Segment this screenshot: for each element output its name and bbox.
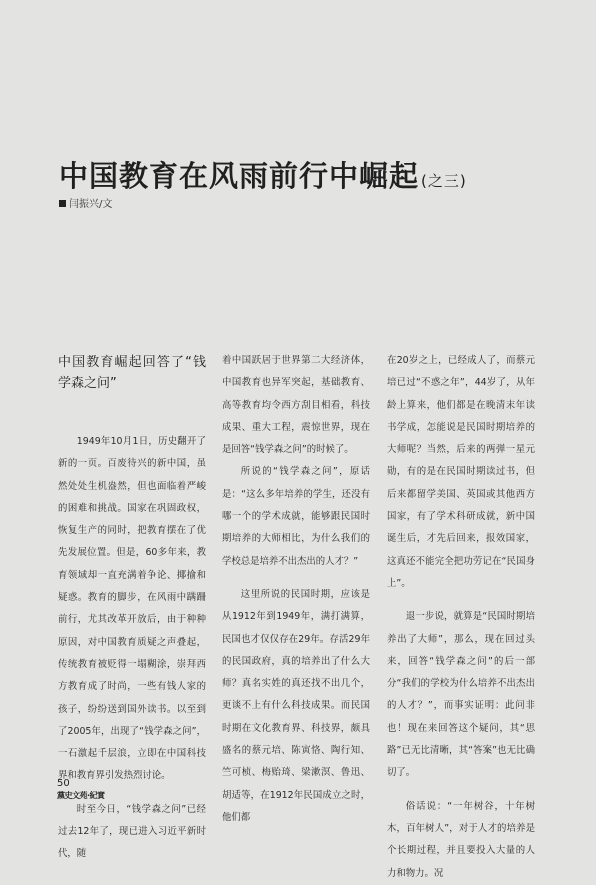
byline-text: 闫振兴/文 [69,199,113,210]
text-column-1 [58,352,206,866]
paragraph: 在20岁之上，已经成人了，而蔡元培已过“不惑之年”，44岁了，从年龄上算来，他们都是在晚清末年读书学成，怎能说是民国时期培养的大师呢？当然，后来的两弹一星元勋，有的是在民国时期读过书，但后来都留学美国、英国或其他西方国家，有了学术科研成就，新中国诞生后，才先后回来，报效国家，这真还不能完全把功劳记在“民国身上”。 [387,355,535,589]
publication-logo: 黨史文苑·紀實 [57,791,105,800]
paragraph: 时至今日，“钱学森之问”已经过去12年了，现已进入习近平新时代，随 [58,803,206,860]
section-heading: 中国教育崛起回答了“钱学森之问” [58,355,206,391]
article-title [59,154,467,195]
byline [59,195,112,210]
title-main: 中国教育在风雨前行中崛起 [59,159,420,193]
paragraph: 俗话说：“一年树谷，十年树木，百年树人”，对于人才的培养是个长期过程，并且要投入大量的人力和物力。况 [387,800,535,879]
page-number: 50 [57,778,70,789]
paragraph: 退一步说，就算是“民国时期培养出了大师”，那么，现在回过头来，回答“钱学森之问”的后一部分“我们的学校为什么培养不出杰出的人才？”，而事实证明：此问非也！现在来回答这个疑问，其“思路”已无比清晰，其“答案”也无比确切了。 [387,611,535,779]
square-bullet-icon [59,200,66,207]
text-column-3 [387,350,535,885]
paragraph: 这里所说的民国时期，应该是从1912年到1949年，满打满算，民国也才仅仅存在29年。存活29年的民国政府，真的培养出了什么大师？真名实姓的真还找不出几个，更谈不上有什么科技成果。而民国时期在文化教育界、科技界，颇具盛名的蔡元培、陈寅恪、陶行知、竺可桢、梅贻琦、梁漱溟、鲁迅、胡适等，在1912年民国成立之时，他们都 [222,588,370,823]
paragraph: 着中国跃居于世界第二大经济体，中国教育也异军突起，基础教育、高等教育均令西方刮目相看，科技成果、重大工程，震惊世界，现在是回答“钱学森之问”的时候了。 [222,355,370,456]
paragraph: 所说的“钱学森之问”，原话是：“这么多年培养的学生，还没有哪一个的学术成就，能够跟民国时期培养的大师相比，为什么我们的学校总是培养不出杰出的人才？” [222,466,370,567]
paragraph: 1949年10月1日，历史翻开了新的一页。百废待兴的新中国，虽然处处生机盎然，但也面临着严峻的困难和挑战。国家在巩固政权，恢复生产的同时，把教育摆在了优先发展位置。但是，60多年来，教育领域却一直充满着争论、揶揄和疑惑。教育的脚步，在风雨中蹒跚前行，尤其改革开放后，由于种种原因，对中国教育质疑之声叠起，传统教育被贬得一塌糊涂，崇拜西方教育成了时尚，一些有钱人家的孩子，纷纷送到国外读书。以至到了2005年，出现了“钱学森之问”，一石激起千层浪，立即在中国科技界和教育界引发热烈讨论。 [58,436,206,782]
article-subtitle: (之三) [421,172,467,190]
text-column-2 [222,350,370,829]
